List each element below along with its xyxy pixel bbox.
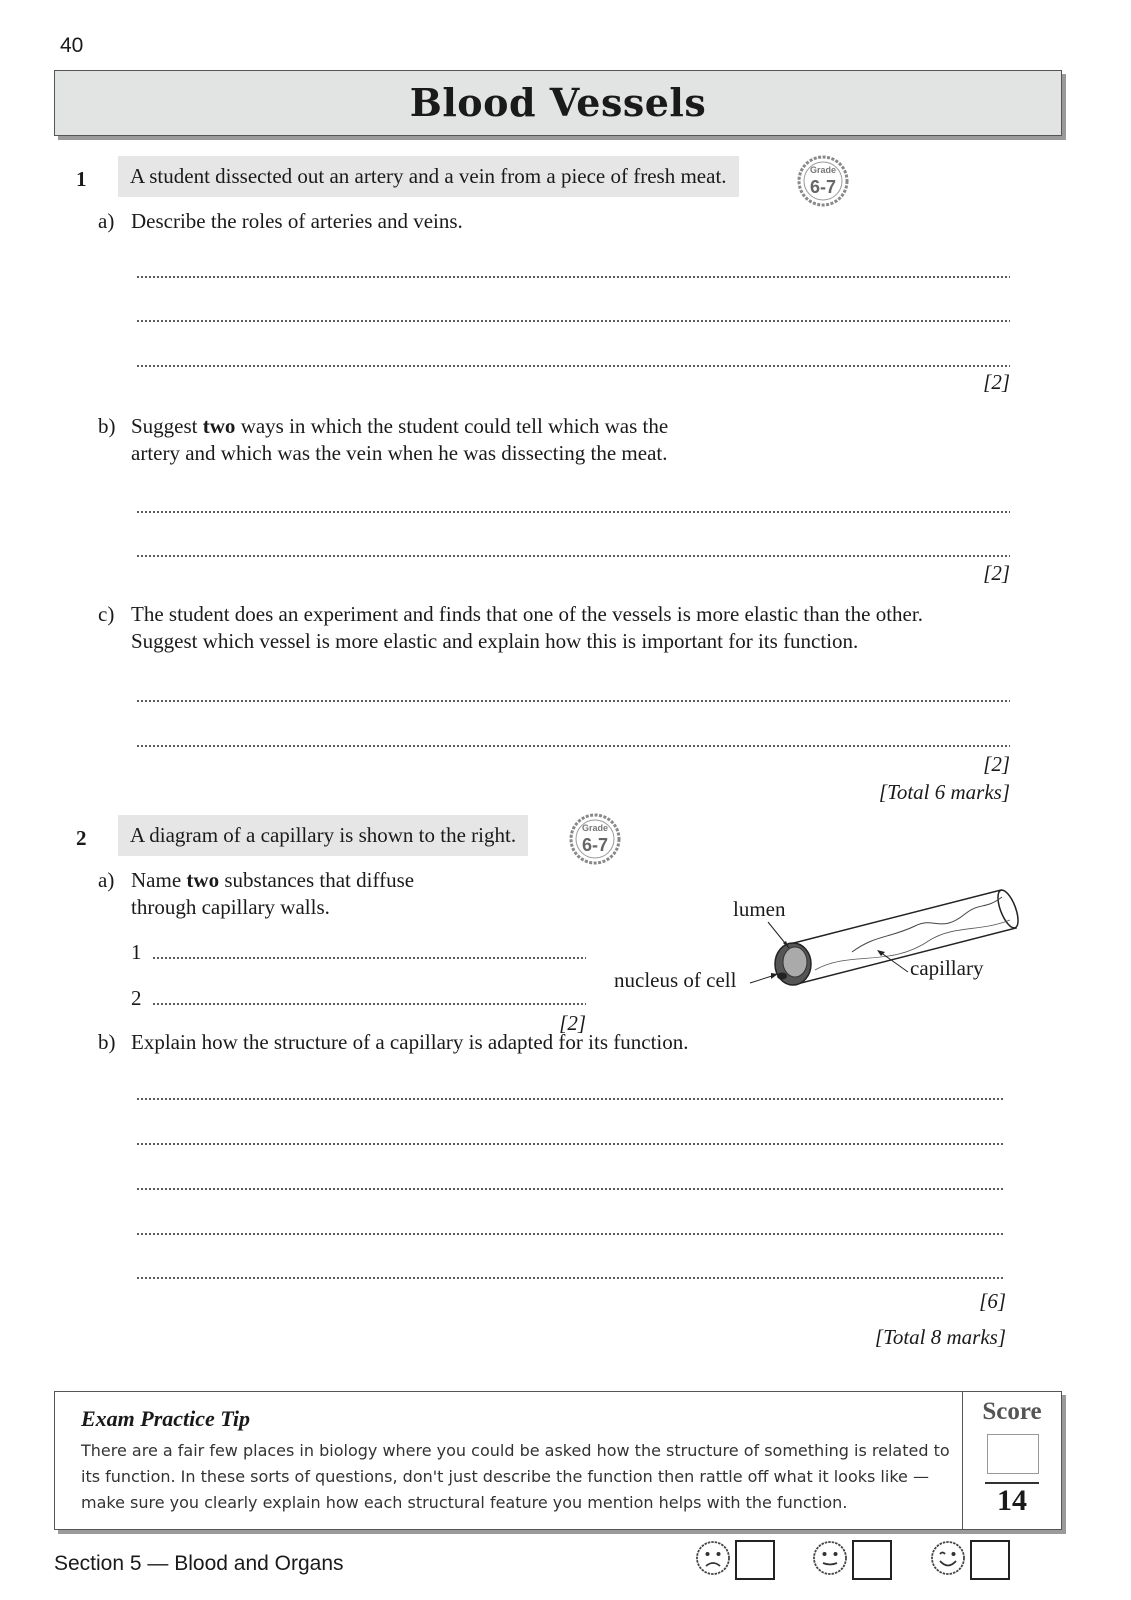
q2a-answer-2-number: 2 — [131, 986, 142, 1010]
q2b-label: b) — [98, 1030, 116, 1054]
q1c-text-line2: Suggest which vessel is more elastic and explain how this is important for its function. — [131, 629, 859, 653]
svg-text:6-7: 6-7 — [581, 835, 609, 855]
question-1-number: 1 — [76, 167, 87, 191]
grade-badge-icon — [796, 154, 850, 208]
exam-tip-box — [54, 1391, 1062, 1530]
score-total: 14 — [997, 1484, 1027, 1517]
svg-text:Grade: Grade — [809, 165, 837, 175]
grade-badge-q2 — [568, 812, 622, 871]
q1c-answer-line-2[interactable] — [136, 745, 1010, 747]
neutral-face-checkbox[interactable] — [852, 1540, 892, 1580]
q1b-label: b) — [98, 414, 116, 438]
q2-total-marks: [Total 8 marks] — [874, 1325, 1006, 1349]
score-input-box[interactable] — [987, 1434, 1039, 1474]
q1a-answer-line-1[interactable] — [136, 276, 1010, 278]
exam-tip-title: Exam Practice Tip — [81, 1406, 251, 1431]
page-number: 40 — [60, 34, 84, 57]
diagram-label-lumen: lumen — [733, 897, 786, 921]
q1a-answer-line-3[interactable] — [136, 365, 1010, 367]
exam-tip-line-2: its function. In these sorts of questions, don't just describe the function then rattle off what it looks like — — [81, 1467, 929, 1486]
q1c-answer-line-1[interactable] — [136, 700, 1010, 702]
happy-face-icon — [930, 1540, 966, 1581]
q1a-marks: [2] — [983, 370, 1010, 394]
neutral-face-icon — [812, 1540, 848, 1581]
q2a-marks: [2] — [559, 1011, 586, 1035]
exam-tip-body — [81, 1438, 951, 1516]
q2b-text: Explain how the structure of a capillary is adapted for its function. — [131, 1030, 689, 1054]
q1c-label: c) — [98, 602, 115, 626]
title-bar — [54, 70, 1062, 136]
footer-section-label: Section 5 — Blood and Organs — [54, 1552, 344, 1575]
q2a-answer-line-1[interactable] — [152, 957, 586, 959]
question-2-number: 2 — [76, 826, 87, 850]
svg-text:Grade: Grade — [581, 823, 609, 833]
q1b-text: Suggest two ways in which the student could tell which was the — [131, 414, 669, 438]
page-title: Blood Vessels — [409, 80, 707, 125]
grade-badge-q1 — [796, 154, 850, 213]
q1-total-marks: [Total 6 marks] — [878, 780, 1010, 804]
q1c-text: The student does an experiment and finds that one of the vessels is more elastic than the other. — [131, 602, 923, 626]
q2a-text-line2: through capillary walls. — [131, 895, 330, 919]
q2b-answer-line-3[interactable] — [136, 1188, 1004, 1190]
q2a-text: Name two substances that diffuse — [131, 868, 415, 892]
diagram-label-capillary: capillary — [910, 956, 984, 980]
q2b-answer-line-5[interactable] — [136, 1277, 1004, 1279]
q1b-answer-line-1[interactable] — [136, 511, 1010, 513]
diagram-label-nucleus: nucleus of cell — [614, 968, 737, 992]
exam-tip-line-3: make sure you clearly explain how each structural feature you mention helps with the function. — [81, 1493, 848, 1512]
q1b-text-line2: artery and which was the vein when he was dissecting the meat. — [131, 441, 668, 465]
q1a-label: a) — [98, 209, 115, 233]
q2a-label: a) — [98, 868, 115, 892]
q2a-answer-line-2[interactable] — [152, 1003, 586, 1005]
score-label: Score — [982, 1398, 1042, 1425]
q1b-marks: [2] — [983, 561, 1010, 585]
score-panel — [962, 1392, 1061, 1529]
q2b-answer-line-4[interactable] — [136, 1233, 1004, 1235]
question-2-stem: A diagram of a capillary is shown to the right. — [118, 815, 528, 856]
sad-face-icon — [695, 1540, 731, 1581]
q2b-answer-line-1[interactable] — [136, 1098, 1004, 1100]
question-1-stem: A student dissected out an artery and a vein from a piece of fresh meat. — [118, 156, 739, 197]
q2b-marks: [6] — [979, 1289, 1006, 1313]
sad-face-checkbox[interactable] — [735, 1540, 775, 1580]
grade-badge-icon — [568, 812, 622, 866]
q2b-answer-line-2[interactable] — [136, 1143, 1004, 1145]
svg-text:6-7: 6-7 — [809, 177, 837, 197]
q2a-answer-1-number: 1 — [131, 940, 142, 964]
q1a-text: Describe the roles of arteries and veins. — [131, 209, 463, 233]
q1a-answer-line-2[interactable] — [136, 320, 1010, 322]
happy-face-checkbox[interactable] — [970, 1540, 1010, 1580]
exam-tip-line-1: There are a fair few places in biology where you could be asked how the structure of something is related to — [81, 1441, 950, 1460]
q1b-answer-line-2[interactable] — [136, 555, 1010, 557]
q1c-marks: [2] — [983, 752, 1010, 776]
